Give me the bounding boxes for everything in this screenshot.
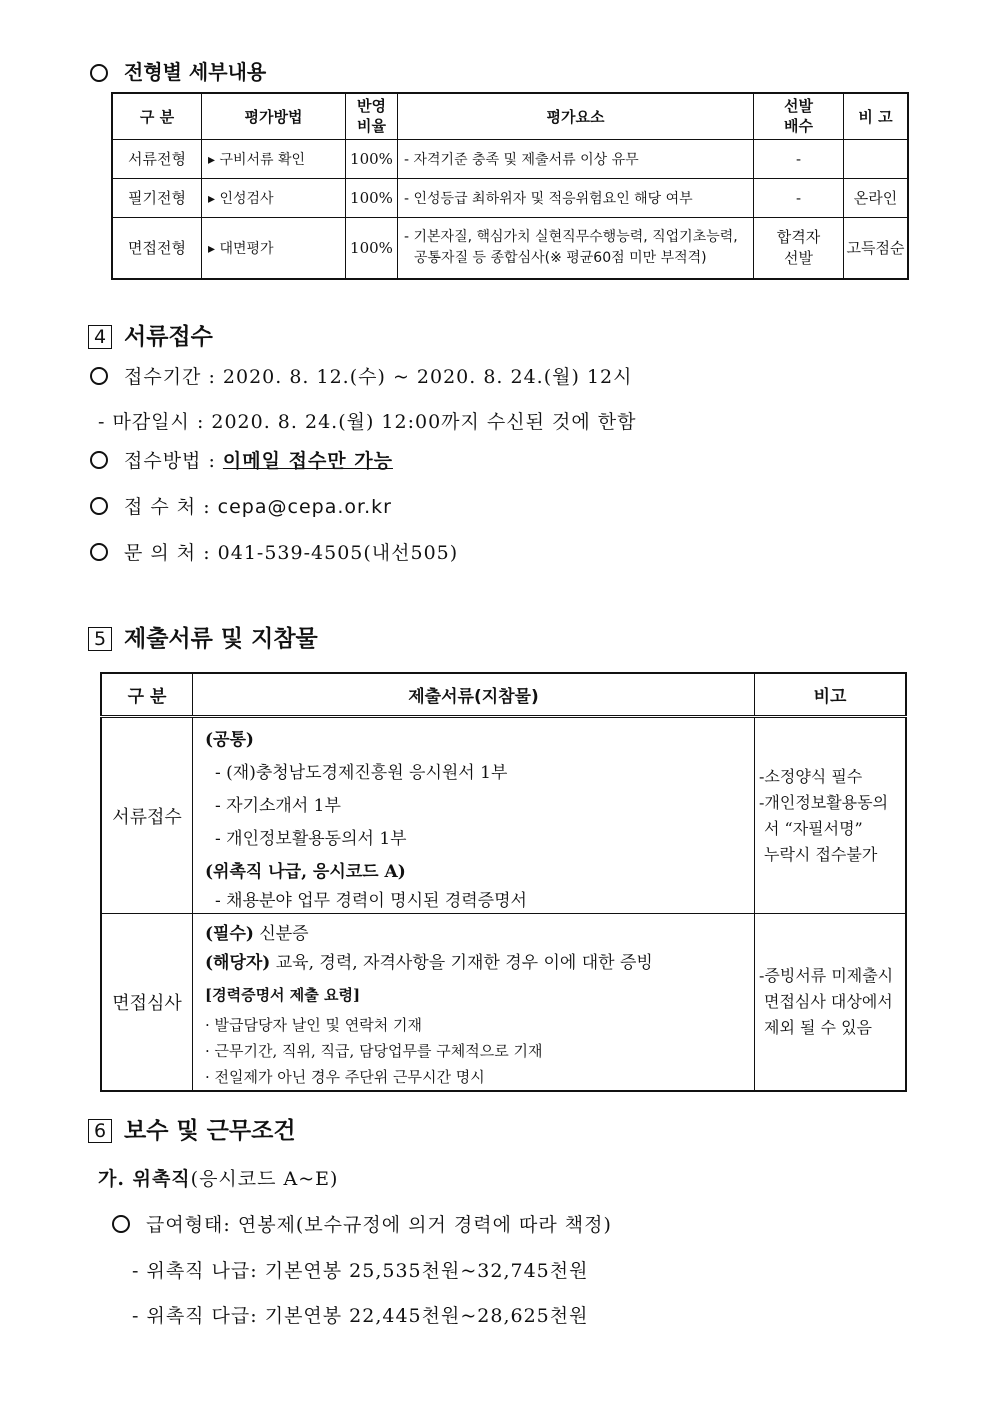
th-method: 평가방법 — [202, 93, 346, 139]
section-number-box: 6 — [88, 1119, 112, 1143]
circle-bullet-icon — [112, 1215, 130, 1233]
pay-na: - 위촉직 나급: 기본연봉 25,535천원~32,745천원 — [132, 1260, 589, 1282]
pay-form: 급여형태: 연봉제(보수규정에 의거 경력에 따라 책정) — [112, 1210, 612, 1237]
table-row: 서류전형 ▸ 구비서류 확인 100% - 자격기준 충족 및 제출서류 이상 유무 - — [112, 139, 908, 178]
circle-bullet-icon — [90, 64, 108, 82]
email-link[interactable]: cepa@cepa.or.kr — [217, 496, 392, 518]
section-detail-heading: 전형별 세부내용 — [90, 56, 266, 85]
evaluation-table — [111, 92, 909, 280]
table-row: 서류접수 (공통) - (재)충청남도경제진흥원 응시원서 1부 - 자기소개서 1부 - 개인정보활용동의서 1부 (위촉직 나급, 응시코드 A) - 채용분야 업무 경력이 명시된 경력증명서 -소정양식 필수 -개인정보활용동의 서 “자필서명” 누락시 접수불가 — [101, 717, 906, 914]
receipt-method: 접수방법 : 이메일 접수만 가능 — [90, 446, 393, 473]
th-elements: 평가요소 — [398, 93, 754, 139]
section-4-heading: 4 서류접수 — [88, 318, 213, 352]
contact: 문 의 처 : 041-539-4505(내선505) — [90, 538, 458, 565]
th-ratio: 반영 비율 — [346, 93, 398, 139]
table-row: 면접심사 (필수) 신분증 (해당자) 교육, 경력, 자격사항을 기재한 경우 이에 대한 증빙 [경력증명서 제출 요령] · 발급담당자 날인 및 연락처 기재 · 근무기간, 직위, 직급, 담당업무를 구체적으로 기재 · 전일제가 아닌 경우 주단위 근무시간 명시 -증빙서류 미제출시 면접심사 대상에서 제외 될 수 있음 — [101, 914, 906, 1092]
circle-bullet-icon — [90, 367, 108, 385]
receipt-period: 접수기간 : 2020. 8. 12.(수) ~ 2020. 8. 24.(월) 12시 — [90, 362, 632, 389]
section-6-heading: 6 보수 및 근무조건 — [88, 1112, 296, 1146]
th-category: 구 분 — [112, 93, 202, 139]
section-number-box: 5 — [88, 627, 112, 651]
section-5-heading: 5 제출서류 및 지참물 — [88, 620, 318, 654]
circle-bullet-icon — [90, 497, 108, 515]
pay-da: - 위촉직 다급: 기본연봉 22,445천원~28,625천원 — [132, 1305, 589, 1327]
table-row: 필기전형 ▸ 인성검사 100% - 인성등급 최하위자 및 적응위험요인 해당 여부 - 온라인 — [112, 178, 908, 217]
documents-table: 구 분 제출서류(지참물) 비고 서류접수 (공통) - (재)충청남도경제진흥원 응시원서 1부 - 자기소개서 1부 - 개인정보활용동의서 1부 (위촉직 나급, 응시코드 A) - 채용분야 업무 경력이 명시된 경력증명서 -소정양식 필수 -개인정보활용동의 서 “자필서명” 누락시 접수불가 면접심사 (필수) 신분증 (해당자) 교육, 경력, 자격사항을 기재한 경우 이에 대한 증빙 [경력증명서 제출 요령] · 발급담당자 날인 및 연락처 기재 · 근무기간, 직위, 직급, 담당업무를 구체적으로 기재 · 전일제가 아닌 경우 주단위 근무시간 명시 -증빙서류 미제출시 면접심사 대상에서 제외 될 수 있음 — [100, 672, 907, 1092]
section-number-box: 4 — [88, 325, 112, 349]
circle-bullet-icon — [90, 543, 108, 561]
deadline: - 마감일시 : 2020. 8. 24.(월) 12:00까지 수신된 것에 한함 — [98, 411, 637, 433]
table-row: 면접전형 ▸ 대면평가 100% - 기본자질, 핵심가치 실현직무수행능력, 직업기초능력, 공통자질 등 종합심사(※ 평균60점 미만 부적격) 합격자 선발 고득점순 — [112, 217, 908, 279]
receipt-place: 접 수 처 : cepa@cepa.or.kr — [90, 492, 392, 519]
circle-bullet-icon — [90, 451, 108, 469]
subsection-title: 가. 위촉직(응시코드 A~E) — [98, 1168, 339, 1190]
th-select: 선발 배수 — [754, 93, 844, 139]
th-note: 비 고 — [844, 93, 909, 139]
